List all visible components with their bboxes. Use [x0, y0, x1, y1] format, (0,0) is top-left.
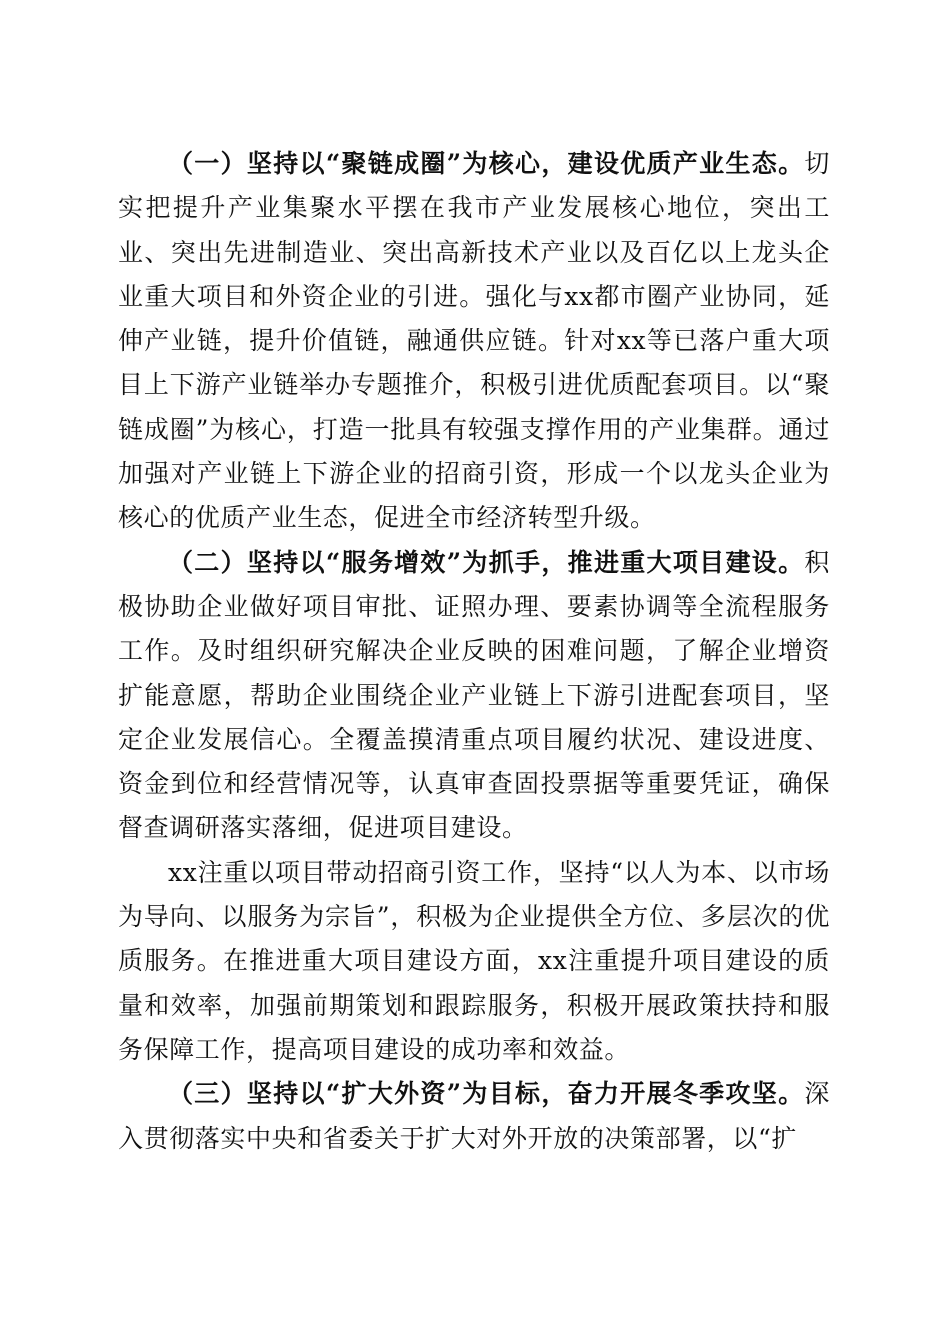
document-body — [118, 142, 830, 1161]
paragraph-1-text: 切实把提升产业集聚水平摆在我市产业发展核心地位，突出工业、突出先进制造业、突出高新技术产业以及百亿以上龙头企业重大项目和外资企业的引进。强化与xx都市圈产业协同，延伸产业链，提升价值链，融通供应链。针对xx等已落户重大项目上下游产业链举办专题推介，积极引进优质配套项目。以“聚链成圈”为核心，打造一批具有较强支撑作用的产业集群。通过加强对产业链上下游企业的招商引资，形成一个以龙头企业为核心的优质产业生态，促进全市经济转型升级。 — [118, 149, 830, 533]
paragraph-1-heading: （一）坚持以“聚链成圈”为核心，建设优质产业生态。 — [168, 149, 805, 178]
paragraph-4-heading: （三）坚持以“扩大外资”为目标，奋力开展冬季攻坚。 — [168, 1079, 805, 1109]
paragraph-4-text: 深入贯彻落实中央和省委关于扩大对外开放的决策部署，以“扩 — [118, 1079, 830, 1153]
paragraph-2-text: 积极协助企业做好项目审批、证照办理、要素协调等全流程服务工作。及时组织研究解决企业反映的困难问题，了解企业增资扩能意愿，帮助企业围绕企业产业链上下游引进配套项目，坚定企业发展信心。全覆盖摸清重点项目履约状况、建设进度、资金到位和经营情况等，认真审查固投票据等重要凭证，确保督查调研落实落细，促进项目建设。 — [118, 547, 830, 843]
paragraph-3-text: xx注重以项目带动招商引资工作，坚持“以人为本、以市场为导向、以服务为宗旨”，积极为企业提供全方位、多层次的优质服务。在推进重大项目建设方面，xx注重提升项目建设的质量和效率，加强前期策划和跟踪服务，积极开展政策扶持和服务保障工作，提高项目建设的成功率和效益。 — [118, 857, 830, 1064]
paragraph-2-heading: （二）坚持以“服务增效”为抓手，推进重大项目建设。 — [168, 547, 805, 577]
paragraph-1 — [118, 142, 830, 541]
paragraph-2 — [118, 541, 830, 851]
paragraph-3 — [118, 851, 830, 1072]
paragraph-4 — [118, 1072, 830, 1161]
